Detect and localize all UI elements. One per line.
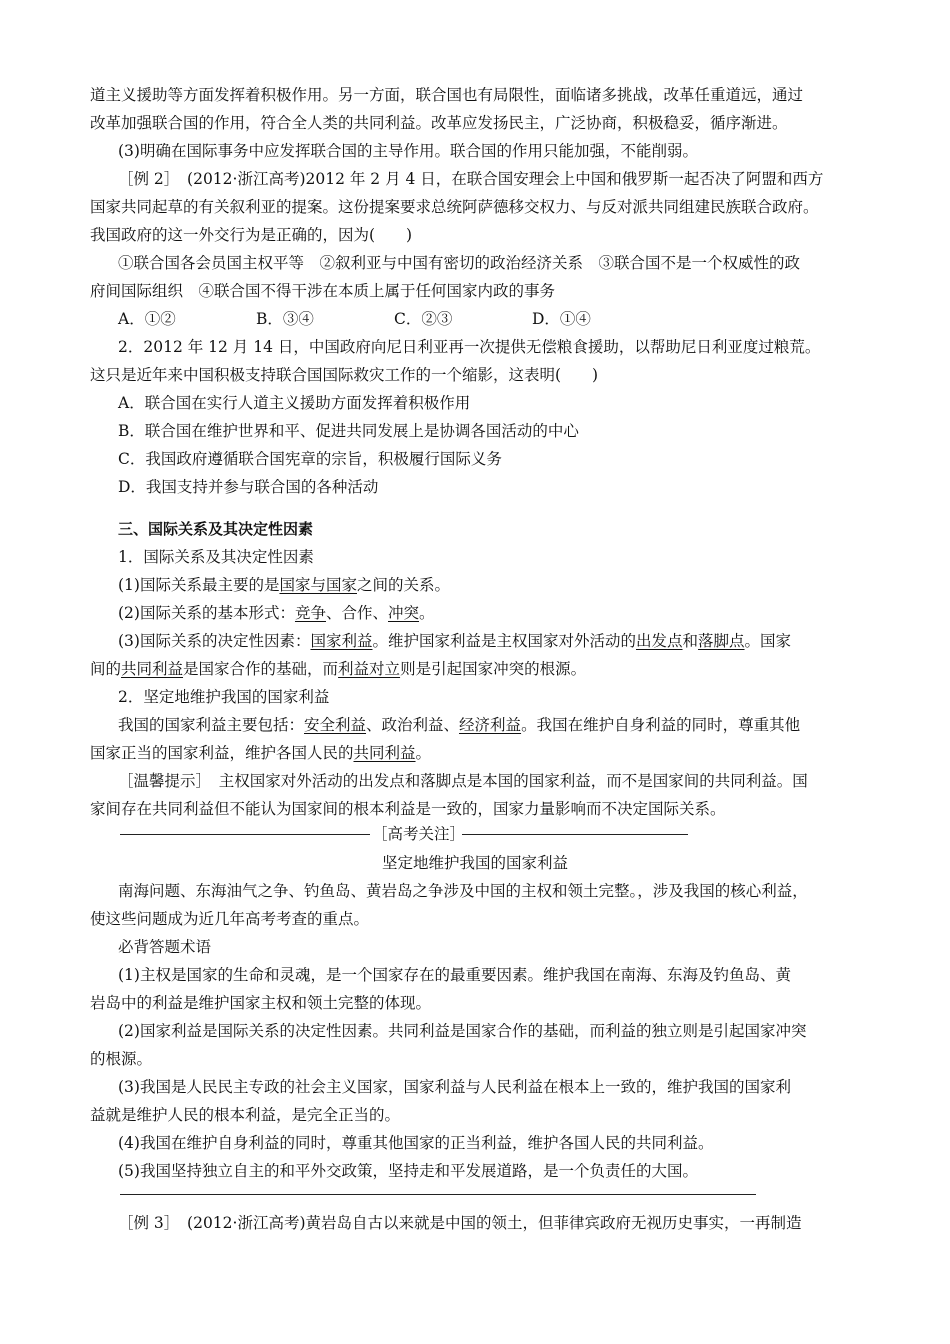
option-b: B．③④ xyxy=(256,310,314,328)
example-2-heading: ［例 2］ (2012·浙江高考)2012 年 2 月 4 日，在联合国安理会上中国和俄罗斯一起否决了阿盟和西方 xyxy=(118,170,824,188)
option-d: D．①④ xyxy=(532,310,591,328)
option-a: A．联合国在实行人道主义援助方面发挥着积极作用 xyxy=(118,394,471,412)
divider xyxy=(120,1194,756,1195)
paragraph-line: (5)我国坚持独立自主的和平外交政策，坚持走和平发展道路，是一个负责任的大国。 xyxy=(118,1162,698,1180)
paragraph-line: 改革加强联合国的作用，符合全人类的共同利益。改革应发扬民主，广泛协商，积极稳妥，循序渐进。 xyxy=(90,114,788,132)
paragraph-line: 岩岛中的利益是维护国家主权和领土完整的体现。 xyxy=(90,994,432,1012)
paragraph-line: 国家正当的国家利益，维护各国人民的共同利益。 xyxy=(90,744,432,762)
question-2: 2．2012 年 12 月 14 日，中国政府向尼日利亚再一次提供无偿粮食援助，以帮助尼日利亚度过粮荒。 xyxy=(118,338,821,356)
paragraph-line: (4)我国在维护自身利益的同时，尊重其他国家的正当利益，维护各国人民的共同利益。 xyxy=(118,1134,714,1152)
paragraph-line: 国家共同起草的有关叙利亚的提案。这份提案要求总统阿萨德移交权力、与反对派共同组建民族联合政府。 xyxy=(90,198,819,216)
option-a: A．①② xyxy=(118,310,176,328)
paragraph-line: 府间国际组织 ④联合国不得干涉在本质上属于任何国家内政的事务 xyxy=(90,282,556,300)
example-3-heading: ［例 3］ (2012·浙江高考)黄岩岛自古以来就是中国的领土，但菲律宾政府无视历史事实，一再制造 xyxy=(118,1214,802,1232)
paragraph-line: 我国政府的这一外交行为是正确的，因为( ) xyxy=(90,226,413,244)
underlined-term: 共同利益 xyxy=(353,744,416,762)
paragraph-line: 道主义援助等方面发挥着积极作用。另一方面，联合国也有局限性，面临诸多挑战，改革任重道远，通过 xyxy=(90,86,804,104)
underlined-term: 竞争 xyxy=(294,604,326,622)
divider xyxy=(120,834,370,835)
paragraph-line: (1)主权是国家的生命和灵魂，是一个国家存在的最重要因素。维护我国在南海、东海及钓鱼岛、黄 xyxy=(118,966,791,984)
option-b: B．联合国在维护世界和平、促进共同发展上是协调各国活动的中心 xyxy=(118,422,579,440)
divider xyxy=(462,834,688,835)
paragraph-line: 的根源。 xyxy=(90,1050,153,1068)
terms-heading: 必背答题术语 xyxy=(118,938,212,956)
paragraph-line: (3)国际关系的决定性因素：国家利益。维护国家利益是主权国家对外活动的出发点和落脚点。国家 xyxy=(118,632,792,650)
underlined-term: 利益对立 xyxy=(338,660,401,678)
paragraph-line: ①联合国各会员国主权平等 ②叙利亚与中国有密切的政治经济关系 ③联合国不是一个权威性的政 xyxy=(118,254,801,272)
subsection-heading: 1．国际关系及其决定性因素 xyxy=(118,548,314,566)
section-title: 三、国际关系及其决定性因素 xyxy=(118,520,314,538)
paragraph-line: 这只是近年来中国积极支持联合国国际救灾工作的一个缩影，这表明( ) xyxy=(90,366,599,384)
tip-line: ［温馨提示］ 主权国家对外活动的出发点和落脚点是本国的国家利益，而不是国家间的共同利益。国 xyxy=(118,772,808,790)
focus-title: 坚定地维护我国的国家利益 xyxy=(381,854,568,872)
underlined-term: 落脚点 xyxy=(698,632,745,650)
paragraph-line: 我国的国家利益主要包括：安全利益、政治利益、经济利益。我国在维护自身利益的同时，尊重其他 xyxy=(118,716,801,734)
paragraph-line: (2)国家利益是国际关系的决定性因素。共同利益是国家合作的基础，而利益的独立则是引起国家冲突 xyxy=(118,1022,807,1040)
underlined-term: 共同利益 xyxy=(121,660,184,678)
underlined-term: 出发点 xyxy=(636,632,683,650)
paragraph-line: (2)国际关系的基本形式：竞争、合作、冲突。 xyxy=(118,604,435,622)
paragraph-line: 益就是维护人民的根本利益，是完全正当的。 xyxy=(90,1106,401,1124)
option-d: D．我国支持并参与联合国的各种活动 xyxy=(118,478,379,496)
focus-label: ［高考关注］ xyxy=(372,825,466,843)
underlined-term: 国家与国家 xyxy=(279,576,357,594)
paragraph-line: (1)国际关系最主要的是国家与国家之间的关系。 xyxy=(118,576,450,594)
paragraph-line: (3)我国是人民民主专政的社会主义国家，国家利益与人民利益在根本上一致的，维护我国的国家利 xyxy=(118,1078,791,1096)
paragraph-line: (3)明确在国际事务中应发挥联合国的主导作用。联合国的作用只能加强，不能削弱。 xyxy=(118,142,698,160)
option-c: C．②③ xyxy=(394,310,453,328)
subsection-heading: 2．坚定地维护我国的国家利益 xyxy=(118,688,330,706)
underlined-term: 经济利益 xyxy=(459,716,522,734)
paragraph-line: 南海问题、东海油气之争、钓鱼岛、黄岩岛之争涉及中国的主权和领土完整。，涉及我国的核心利益， xyxy=(118,882,808,900)
paragraph-line: 使这些问题成为近几年高考考查的重点。 xyxy=(90,910,370,928)
underlined-term: 冲突 xyxy=(388,604,420,622)
underlined-term: 国家利益 xyxy=(310,632,373,650)
option-c: C．我国政府遵循联合国宪章的宗旨，积极履行国际义务 xyxy=(118,450,502,468)
answer-options xyxy=(118,308,670,330)
underlined-term: 安全利益 xyxy=(304,716,367,734)
tip-line: 家间存在共同利益但不能认为国家间的根本利益是一致的，国家力量影响而不决定国际关系。 xyxy=(90,800,726,818)
paragraph-line: 间的共同利益是国家合作的基础，而利益对立则是引起国家冲突的根源。 xyxy=(90,660,587,678)
